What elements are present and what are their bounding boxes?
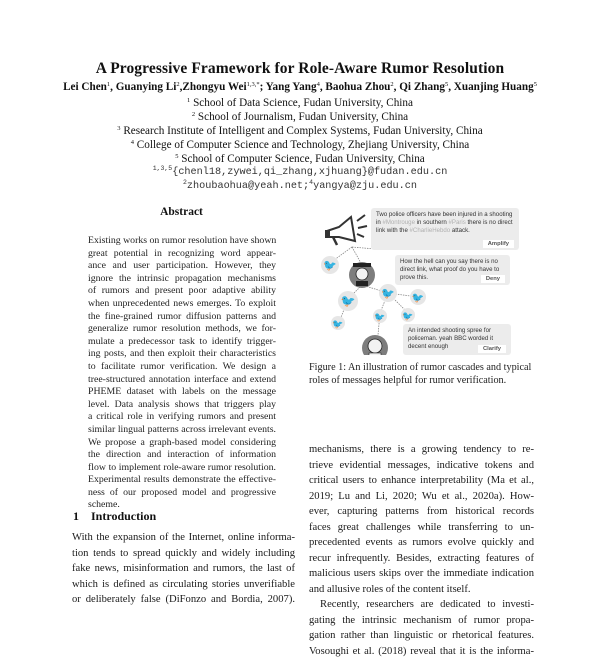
abstract-line: tree-structured annotation interface and extend xyxy=(88,374,276,387)
abstract-line: mulate a predecessor task to identify trigger- xyxy=(88,336,276,349)
message-bubble-amplify: Two police officers have been injured in a shooting in #Montrouge in southern #Paris there is no direct link with the #CharlieHebdo attack. Amplify xyxy=(371,208,519,250)
abstract-heading: Abstract xyxy=(63,206,300,218)
twitter-bird-icon: 🐦 xyxy=(381,287,395,300)
affiliation: $^2$ School of Journalism, Fudan University, China xyxy=(0,108,600,124)
author-list xyxy=(0,81,600,93)
author: Xuanjing Huang$^5$ xyxy=(454,81,537,93)
author: Lei Chen$^1$, xyxy=(63,81,116,93)
abstract-line: the direction and interaction of information xyxy=(88,449,276,462)
text-line: 2019; Lu and Li, 2020; Wu et al., 2020a). How- xyxy=(309,489,534,505)
abstract-line: a critical role in verifying rumors and present xyxy=(88,411,276,424)
hashtag: #Paris xyxy=(449,219,466,226)
author: Zhongyu Wei$^{1,3,*}$; xyxy=(182,81,265,93)
text-line: trieve evidential messages, indicative tokens and xyxy=(309,458,534,474)
avatar-denier xyxy=(349,262,375,288)
abstract-line: similar lingual patterns across irrelevant events. xyxy=(88,424,276,437)
twitter-bird-icon: 🐦 xyxy=(323,259,337,272)
email-line: $^2$zhoubaohua@yeah.net;$^4$yangya@zju.edu.cn xyxy=(0,179,600,192)
author: Yang Yang$^4$, xyxy=(266,81,326,93)
text-line: critical users to enhance interpretability (Ma et al., xyxy=(309,473,534,489)
message-bubble-deny: How the hell can you say there is no direct link, what proof do you have to prove this. Deny xyxy=(395,255,510,285)
twitter-bird-icon: 🐦 xyxy=(332,319,343,330)
abstract-line: to facilitate rumor verification. We design a xyxy=(88,361,276,374)
abstract-line: PHEME dataset with labels on the message xyxy=(88,386,276,399)
text-line: which is defined as circulating stories unverifiable xyxy=(72,577,295,593)
caption-line: Figure 1: An illustration of rumor cascades and typical xyxy=(309,361,534,374)
text-line: With the expansion of the Internet, online informa- xyxy=(72,530,295,546)
megaphone-icon xyxy=(325,215,367,245)
affiliation: $^4$ College of Computer Science and Technology, Zhejiang University, China xyxy=(0,136,600,152)
author: Baohua Zhou$^2$, xyxy=(325,81,399,93)
author: Qi Zhang$^5$, xyxy=(399,81,454,93)
text-line: recur infrequently. Besides, extracting features of xyxy=(309,551,534,567)
abstract-line: ignore the intrinsic propagation mechanisms xyxy=(88,273,276,286)
abstract-line: flow to implement role-aware rumor resolution. xyxy=(88,462,276,475)
abstract-line: ing posts, and then exploit their characteristics xyxy=(88,348,276,361)
avatar-clarifier xyxy=(362,335,388,355)
text-line: gating the intrinsic mechanism of rumor propa- xyxy=(309,613,534,629)
abstract-line: We propose a graph-based model considering xyxy=(88,437,276,450)
text-line: fake news, misinformation and rumors, the last of xyxy=(72,561,295,577)
text-line: Vosoughi et al. (2018) reveal that it is the informa- xyxy=(309,644,534,659)
affiliation: $^3$ Research Institute of Intelligent and Complex Systems, Fudan University, China xyxy=(0,122,600,138)
abstract-line: of rumors and present poor adaptive ability xyxy=(88,285,276,298)
section-heading-introduction: 1 Introduction xyxy=(73,509,156,524)
twitter-bird-icon: 🐦 xyxy=(341,294,356,308)
text-line: malicious users skips over the immediate indication xyxy=(309,566,534,582)
hashtag: #Montrouge xyxy=(382,219,415,226)
text-line: ever, capturing patterns from historical records xyxy=(309,504,534,520)
role-tag-amplify: Amplify xyxy=(483,240,514,248)
text-line: Recently, researchers are dedicated to investi- xyxy=(309,597,534,613)
figure-caption xyxy=(309,361,534,388)
text-line: and allusive roles of the content itself. xyxy=(309,582,534,598)
abstract-line: when unprecedented news emerges. To exploit xyxy=(88,298,276,311)
affiliation: $^5$ School of Computer Science, Fudan University, China xyxy=(0,150,600,166)
abstract-line: Experimental results demonstrate the effective- xyxy=(88,474,276,487)
abstract-line: ance and user participation. However, they xyxy=(88,260,276,273)
text-line: precedented events as rumors evolve quickly and xyxy=(309,535,534,551)
twitter-bird-icon: 🐦 xyxy=(374,312,385,323)
text-line: faces great challenges while transferring to un- xyxy=(309,520,534,536)
text-line: gation rather than linguistic or rhetorical features. xyxy=(309,628,534,644)
affiliation: $^1$ School of Data Science, Fudan University, China xyxy=(0,94,600,110)
figure-rumor-cascade xyxy=(300,205,540,355)
introduction-body xyxy=(72,530,295,608)
role-tag-clarify: Clarify xyxy=(478,345,506,353)
text-line: or deliberately false (DiFonzo and Bordia, 2007). xyxy=(72,592,295,608)
text-line: mechanisms, there is a growing tendency to re- xyxy=(309,442,534,458)
abstract-line: the fine-grained rumor diffusion patterns and xyxy=(88,311,276,324)
paper-title: A Progressive Framework for Role-Aware Rumor Resolution xyxy=(0,60,600,78)
abstract-line: generalize rumor resolution methods, we for- xyxy=(88,323,276,336)
abstract-line: ness of our proposed model and progressive xyxy=(88,487,276,500)
right-column-body xyxy=(309,442,534,659)
abstract-line: level. Data analysis shows that triggers play xyxy=(88,399,276,412)
caption-line: roles of messages helpful for rumor verification. xyxy=(309,374,534,387)
message-bubble-clarify: An intended shooting spree for policeman. yeah BBC worded it decent enough Clarify xyxy=(403,324,511,355)
abstract-line: Existing works on rumor resolution have shown xyxy=(88,235,276,248)
email-line: $^{1,3,5}${chenl18,zywei,qi_zhang,xjhuang}@fudan.edu.cn xyxy=(0,165,600,178)
hashtag: #CharlieHebdo xyxy=(410,227,451,234)
abstract-line: scheme. xyxy=(88,499,276,512)
text-line: tion tends to spread quickly and widely including xyxy=(72,546,295,562)
abstract-line: great potential in recognizing word appear- xyxy=(88,248,276,261)
abstract-body xyxy=(88,235,276,512)
role-tag-deny: Deny xyxy=(481,275,505,283)
twitter-bird-icon: 🐦 xyxy=(412,293,424,304)
author: Guanying Li$^2$, xyxy=(116,81,183,93)
twitter-bird-icon: 🐦 xyxy=(402,311,413,322)
